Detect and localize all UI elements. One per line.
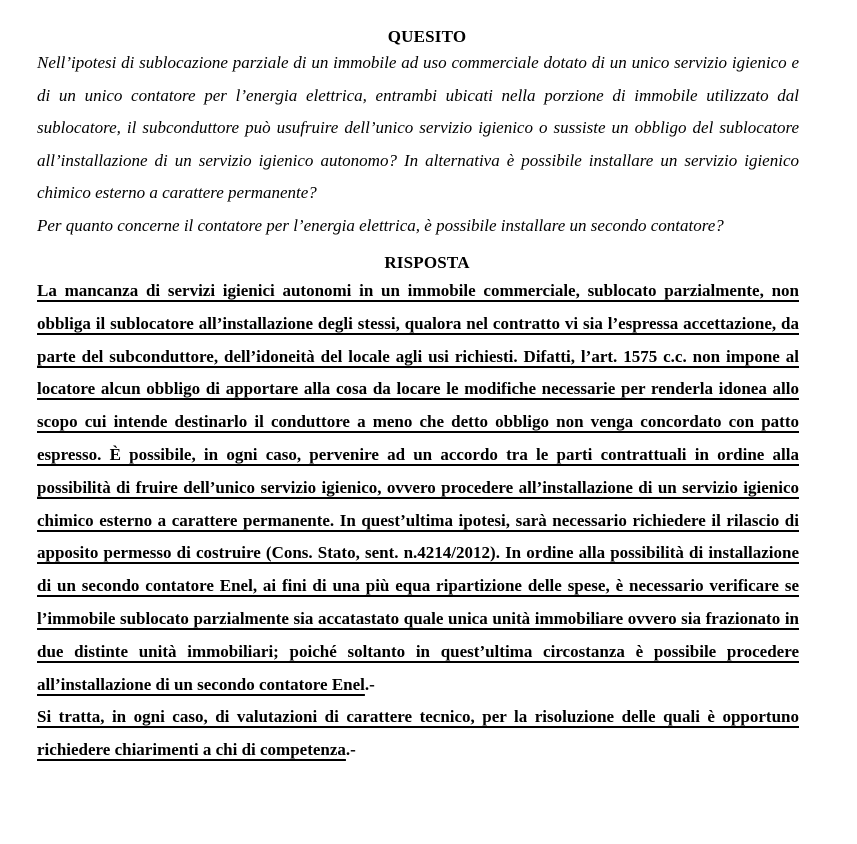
risposta-body bbox=[37, 275, 799, 767]
risposta-paragraph-1-suffix: .- bbox=[364, 674, 375, 694]
risposta-paragraph-1-text: La mancanza di servizi igienici autonomi in un immobile commerciale, sublocato parzialmente, non obbliga il sublocatore all’installazione degli stessi, qualora nel contratto vi sia l’espressa accettazione, da parte del subconduttore, dell’idoneità del locale agli usi richiesti. Difatti, l’art. 1575 c.c. non impone al locatore alcun obbligo di apportare alla cosa da locare le modifiche necessarie per renderla idonea allo scopo cui intende destinarlo il conduttore a meno che detto obbligo non venga concordato con patto espresso. È possibile, in ogni caso, pervenire ad un accordo tra le parti contrattuali in ordine alla possibilità di fruire dell’unico servizio igienico, ovvero procedere all’installazione di un servizio igienico chimico esterno a carattere permanente. In quest’ultima ipotesi, sarà necessario richiedere il rilascio di apposito permesso di costruire (Cons. Stato, sent. n.4214/2012). In ordine alla possibilità di installazione di un secondo contatore Enel, ai fini di una più equa ripartizione delle spese, è necessario verificare se l’immobile sublocato parzialmente sia accatastato quale unica unità immobiliare ovvero sia frazionato in due distinte unità immobiliari; poiché soltanto in quest’ultima circostanza è possibile procedere all’installazione di un secondo contatore Enel bbox=[37, 281, 799, 694]
risposta-heading: RISPOSTA bbox=[384, 253, 470, 272]
quesito-paragraph-2: Per quanto concerne il contatore per l’energia elettrica, è possibile installare un secondo contatore? bbox=[37, 215, 724, 235]
risposta-paragraph-2-suffix: .- bbox=[345, 740, 356, 760]
quesito-heading: QUESITO bbox=[387, 27, 467, 46]
risposta-paragraph-2-text: Si tratta, in ogni caso, di valutazioni di carattere tecnico, per la risoluzione delle quali è opportuno richiedere chiarimenti a chi di competenza bbox=[37, 707, 799, 760]
risposta-paragraph-2 bbox=[37, 701, 799, 767]
quesito-paragraph-1: Nell’ipotesi di sublocazione parziale di un immobile ad uso commerciale dotato di un unico servizio igienico e di un unico contatore per l’energia elettrica, entrambi ubicati nella porzione di immobile utilizzato dal sublocatore, il subconduttore può usufruire dell’unico servizio igienico o sussiste un obbligo del sublocatore all’installazione di un servizio igienico autonomo? In alternativa è possibile installare un servizio igienico chimico esterno a carattere permanente? bbox=[37, 53, 799, 202]
risposta-paragraph-1 bbox=[37, 275, 799, 701]
quesito-body bbox=[37, 47, 799, 242]
